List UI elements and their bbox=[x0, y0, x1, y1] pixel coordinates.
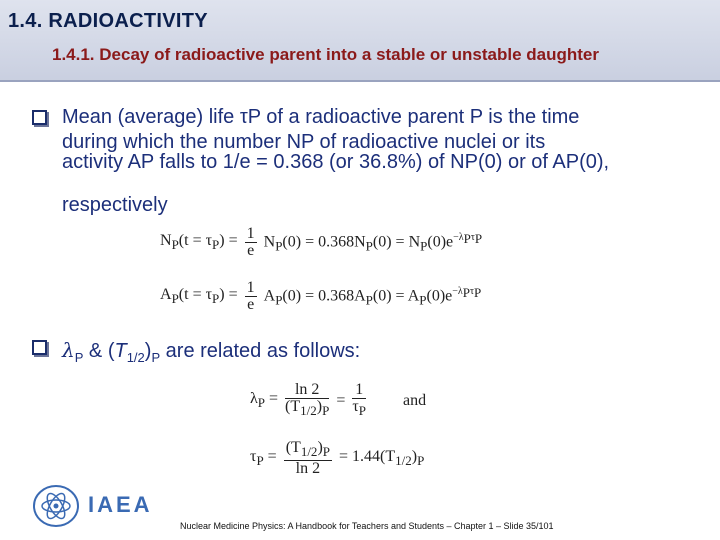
slide-footer: Nuclear Medicine Physics: A Handbook for Teachers and Students – Chapter 1 – Slide 35/101 bbox=[180, 521, 554, 531]
slide-title: 1.4. RADIOACTIVITY bbox=[8, 10, 208, 32]
slide-subtitle: 1.4.1. Decay of radioactive parent into a stable or unstable daughter bbox=[52, 45, 599, 64]
bullet2-text: $\lambda_P$ & $(T_{1/2})_P$ are related as follows: bbox=[62, 338, 361, 365]
equation-tau-relation: $\tau_P$ = $\frac{(T_{1/2})_P}{\ln 2}$ = $1.44(T_{1/2})_P$ bbox=[250, 439, 425, 478]
iaea-logo-icon bbox=[30, 484, 82, 528]
bullet1-line1: Mean (average) life τP of a radioactive parent P is the time bbox=[62, 106, 580, 128]
bullet1-line2: during which the number NP of radioactive nuclei or its bbox=[62, 131, 546, 153]
bullet-square-icon bbox=[32, 110, 47, 125]
equation-activity-at-mean-life: $A_P(t = \tau_P)$ = $\frac{1}{e}$ $A_P(0) = 0.368A_P(0) = A_P(0)e^{-\lambda_P\tau_P}$ bbox=[160, 279, 482, 313]
bullet-square-icon bbox=[32, 340, 47, 355]
bullet1-line3: activity AP falls to 1/e = 0.368 (or 36.8%) of NP(0) or of AP(0), bbox=[62, 151, 610, 173]
equation-lambda-relation: $\lambda_P$ = $\frac{\ln 2}{(T_{1/2})_P}$ = $\frac{1}{\tau_P}$ and bbox=[250, 381, 427, 419]
equation-number-at-mean-life: $N_P(t = \tau_P)$ = $\frac{1}{e}$ $N_P(0) = 0.368N_P(0) = N_P(0)e^{-\lambda_P\tau_P}$ bbox=[160, 225, 483, 259]
bullet1-line4: respectively bbox=[62, 194, 168, 216]
header-divider bbox=[0, 80, 720, 82]
iaea-logo-text: IAEA bbox=[88, 492, 153, 517]
